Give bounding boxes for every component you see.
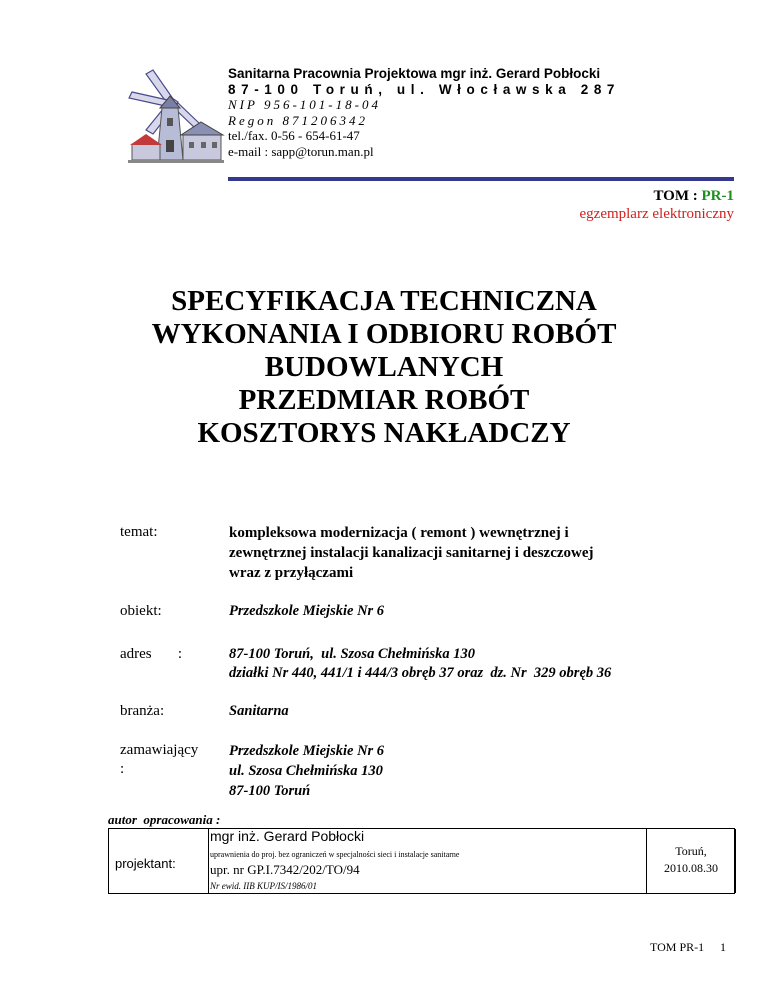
company-email: e-mail : sapp@torun.man.pl — [228, 143, 374, 159]
header-rule — [228, 177, 734, 181]
title-line-4: PRZEDMIAR ROBÓT — [238, 384, 530, 416]
branza-value: Sanitarna — [229, 703, 289, 719]
permission-text: uprawnienia do proj. bez ograniczeń w specjalności sieci i instalacje sanitarne — [210, 850, 460, 859]
company-nip: NIP 956-101-18-04 — [228, 97, 381, 112]
copy-type: egzemplarz elektroniczny — [579, 206, 734, 222]
role-cell — [109, 829, 209, 893]
volume-info — [580, 187, 735, 223]
title-line-2: WYKONANIA I ODBIORU ROBÓT — [151, 318, 617, 350]
author-name: mgr inż. Gerard Pobłocki — [210, 828, 365, 844]
date-cell — [647, 829, 736, 893]
obiekt-value: Przedszkole Miejskie Nr 6 — [229, 603, 385, 619]
author-table — [108, 828, 735, 894]
zamawiajacy-line-3: 87-100 Toruń — [229, 783, 311, 799]
temat-line-1: kompleksowa modernizacja ( remont ) wewnętrznej i — [229, 525, 569, 541]
field-label: zamawiający : — [120, 742, 199, 777]
company-phone: tel./fax. 0-56 - 654-61-47 — [228, 128, 360, 143]
company-address: 87-100 Toruń, ul. Włocławska 287 — [228, 81, 621, 97]
title-line-1: SPECYFIKACJA TECHNICZNA — [171, 285, 597, 317]
volume-value: PR-1 — [701, 188, 734, 204]
author-heading: autor opracowania : — [108, 812, 221, 827]
field-label: temat: — [120, 524, 158, 540]
company-regon: Regon 871206342 — [228, 112, 368, 128]
field-label: obiekt: — [120, 603, 162, 619]
footer-volume: TOM PR-1 — [650, 940, 705, 954]
registration-number: Nr ewid. IIB KUP/IS/1986/01 — [210, 881, 317, 891]
title-line-3: BUDOWLANYCH — [264, 351, 504, 383]
volume-label: TOM : — [653, 188, 702, 204]
windmill-icon — [126, 68, 226, 168]
permit-number: upr. nr GP.I.7342/202/TO/94 — [210, 862, 360, 877]
adres-line-1: 87-100 Toruń, ul. Szosa Chełmińska 130 — [229, 646, 476, 662]
date-text: 2010.08.30 — [664, 861, 718, 875]
adres-line-2: działki Nr 440, 441/1 i 444/3 obręb 37 oraz dz. Nr 329 obręb 36 — [229, 665, 612, 681]
author-cell — [209, 829, 647, 893]
company-name: Sanitarna Pracownia Projektowa mgr inż. Gerard Pobłocki — [228, 66, 601, 81]
zamawiajacy-line-2: ul. Szosa Chełmińska 130 — [229, 763, 383, 779]
title-line-5: KOSZTORYS NAKŁADCZY — [197, 417, 571, 449]
role-label: projektant: — [115, 856, 176, 871]
temat-line-3: wraz z przyłączami — [229, 565, 354, 581]
company-logo — [126, 68, 226, 168]
field-label: adres : — [120, 646, 183, 662]
zamawiajacy-line-1: Przedszkole Miejskie Nr 6 — [229, 743, 385, 759]
page-number: 1 — [720, 940, 726, 954]
company-header — [228, 66, 620, 159]
field-label: branża: — [120, 703, 165, 719]
temat-line-2: zewnętrznej instalacji kanalizacji sanitarnej i deszczowej — [229, 545, 594, 561]
place-text: Toruń, — [675, 844, 707, 858]
document-title — [0, 285, 768, 450]
